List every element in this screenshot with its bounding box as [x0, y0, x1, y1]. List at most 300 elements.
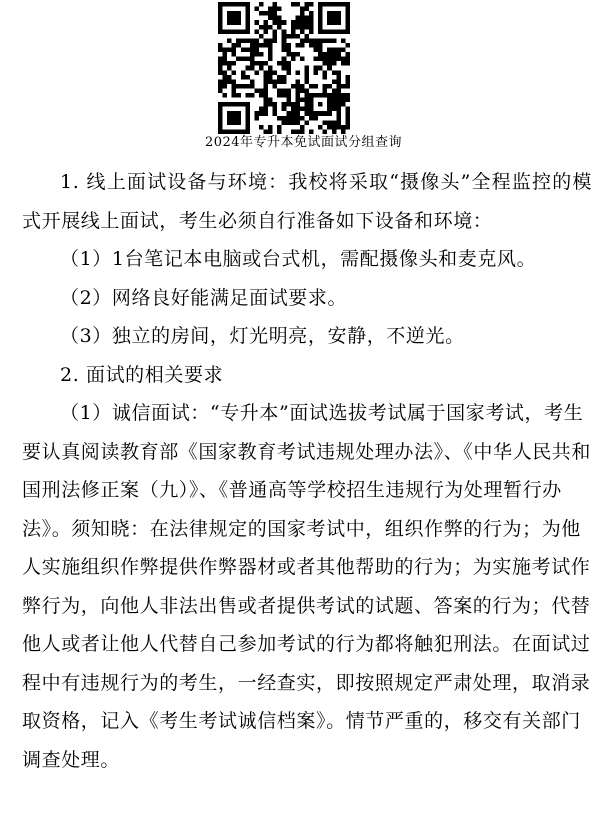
qr-module [223, 2, 228, 7]
qr-module [268, 16, 273, 21]
qr-module [273, 20, 278, 25]
qr-module [264, 20, 269, 25]
qr-module [282, 34, 287, 39]
qr-module [268, 11, 273, 16]
qr-module [304, 98, 309, 103]
qr-module [345, 84, 350, 89]
qr-module [245, 84, 250, 89]
qr-module [223, 48, 228, 53]
qr-module [218, 120, 223, 125]
qr-module [259, 2, 264, 7]
qr-module [345, 16, 350, 21]
qr-module [245, 120, 250, 125]
qr-module [218, 125, 223, 130]
qr-module [291, 29, 296, 34]
qr-module [268, 75, 273, 80]
qr-module [309, 84, 314, 89]
qr-module [241, 29, 246, 34]
qr-module [264, 88, 269, 93]
qr-module [232, 52, 237, 57]
qr-module [268, 66, 273, 71]
qr-module [345, 98, 350, 103]
qr-module [254, 88, 259, 93]
qr-module [336, 48, 341, 53]
qr-module [341, 29, 346, 34]
qr-module [304, 20, 309, 25]
qr-module [309, 98, 314, 103]
qr-module [218, 11, 223, 16]
qr-module [236, 16, 241, 21]
qr-module [336, 57, 341, 62]
qr-module [277, 129, 282, 134]
qr-module [286, 70, 291, 75]
qr-module [318, 7, 323, 12]
qr-module [291, 129, 296, 134]
qr-module [218, 61, 223, 66]
qr-module [300, 116, 305, 121]
qr-module [259, 61, 264, 66]
qr-module [268, 129, 273, 134]
qr-module [268, 98, 273, 103]
qr-module [327, 61, 332, 66]
section-1-paragraph: 1. 线上面试设备与环境：我校将采取“摄像头”全程监控的模式开展线上面试，考生必须自行准备如下设备和环境： [22, 171, 592, 232]
qr-module [336, 11, 341, 16]
qr-module [345, 52, 350, 57]
qr-module [282, 102, 287, 107]
qr-module [318, 20, 323, 25]
qr-module [309, 107, 314, 112]
qr-module [241, 84, 246, 89]
qr-module [232, 20, 237, 25]
qr-module [254, 61, 259, 66]
qr-module [277, 25, 282, 30]
qr-module [309, 2, 314, 7]
qr-module [304, 34, 309, 39]
qr-module [332, 125, 337, 130]
qr-module [332, 129, 337, 134]
qr-module [323, 88, 328, 93]
qr-module [336, 2, 341, 7]
qr-module [318, 48, 323, 53]
qr-module [264, 25, 269, 30]
qr-module [341, 129, 346, 134]
qr-module [245, 129, 250, 134]
qr-module [304, 70, 309, 75]
qr-module [291, 25, 296, 30]
qr-module [277, 16, 282, 21]
qr-module [327, 107, 332, 112]
qr-caption: 2024年专升本免试面试分组查询 [204, 135, 403, 150]
qr-module [327, 29, 332, 34]
qr-module [304, 2, 309, 7]
qr-module [273, 38, 278, 43]
qr-module [323, 38, 328, 43]
qr-module [286, 88, 291, 93]
qr-module [282, 116, 287, 121]
qr-module [345, 20, 350, 25]
qr-module [227, 129, 232, 134]
qr-module [336, 52, 341, 57]
qr-module [332, 93, 337, 98]
qr-module [336, 93, 341, 98]
qr-module [218, 129, 223, 134]
qr-module [227, 66, 232, 71]
qr-module [309, 25, 314, 30]
qr-module [291, 111, 296, 116]
qr-module [282, 38, 287, 43]
qr-module [309, 116, 314, 121]
qr-code-icon [218, 2, 350, 134]
qr-module [332, 88, 337, 93]
qr-module [254, 7, 259, 12]
section-1-item-1: （1）1台笔记本电脑或台式机，需配摄像头和麦克风。 [60, 248, 537, 270]
qr-module [254, 38, 259, 43]
qr-module [286, 111, 291, 116]
qr-module [227, 2, 232, 7]
qr-module [345, 116, 350, 121]
qr-module [232, 129, 237, 134]
qr-module [300, 125, 305, 130]
qr-module [232, 111, 237, 116]
qr-module [223, 84, 228, 89]
qr-module [336, 88, 341, 93]
qr-module [318, 29, 323, 34]
qr-module [259, 34, 264, 39]
qr-module [232, 79, 237, 84]
section-2-item-1: （1）诚信面试：“专升本”面试选拔考试属于国家考试，考生要认真阅读教育部《国家教育考试违规处理办法》、《中华人民共和国刑法修正案（九）》、《普通高等学校招生违规行为处理暂行办法》。须知晓：在法律规定的国家考试中，组织作弊的行为；为他人实施组织作弊提供作弊器材或者其他帮助的行为；为实施考试作弊行为，向他人非法出售或者提供考试的试题、答案的行为；代替他人或者让他人代替自己参加考试的行为都将触犯刑法。在面试过程中有违规行为的考生，一经查实，即按照规定严肃处理，取消录取资格，记入《考生考试诚信档案》。情节严重的，移交有关部门调查处理。 [22, 402, 592, 771]
qr-module [259, 25, 264, 30]
qr-module [268, 48, 273, 53]
qr-module [232, 29, 237, 34]
qr-module [277, 61, 282, 66]
qr-module [300, 20, 305, 25]
qr-module [245, 16, 250, 21]
qr-module [277, 93, 282, 98]
qr-module [300, 25, 305, 30]
qr-module [286, 48, 291, 53]
qr-module [336, 116, 341, 121]
qr-module [218, 29, 223, 34]
qr-module [318, 16, 323, 21]
qr-module [314, 84, 319, 89]
qr-module [241, 38, 246, 43]
section-2-heading: 2. 面试的相关要求 [60, 363, 224, 386]
qr-module [250, 48, 255, 53]
qr-module [264, 84, 269, 89]
qr-module [304, 7, 309, 12]
qr-module [323, 75, 328, 80]
qr-module [327, 52, 332, 57]
qr-module [295, 98, 300, 103]
qr-module [345, 107, 350, 112]
qr-module [327, 66, 332, 71]
qr-module [300, 43, 305, 48]
qr-module [323, 29, 328, 34]
qr-module [345, 120, 350, 125]
qr-module [268, 25, 273, 30]
qr-module [273, 84, 278, 89]
qr-module [264, 43, 269, 48]
qr-module [259, 88, 264, 93]
qr-module [282, 88, 287, 93]
qr-module [218, 84, 223, 89]
qr-module [232, 88, 237, 93]
qr-module [245, 38, 250, 43]
qr-module [236, 84, 241, 89]
qr-module [318, 102, 323, 107]
qr-module [241, 2, 246, 7]
qr-module [332, 52, 337, 57]
qr-module [300, 7, 305, 12]
qr-module [336, 125, 341, 130]
qr-module [336, 20, 341, 25]
qr-module [309, 29, 314, 34]
qr-module [314, 116, 319, 121]
qr-module [227, 38, 232, 43]
qr-module [295, 20, 300, 25]
qr-module [304, 79, 309, 84]
qr-module [309, 102, 314, 107]
qr-module [236, 93, 241, 98]
qr-module [232, 84, 237, 89]
qr-module [245, 75, 250, 80]
qr-module [236, 11, 241, 16]
qr-module [318, 25, 323, 30]
qr-module [259, 125, 264, 130]
qr-module [223, 52, 228, 57]
qr-module [254, 43, 259, 48]
qr-module [309, 20, 314, 25]
qr-module [291, 107, 296, 112]
qr-module [268, 38, 273, 43]
qr-module [314, 66, 319, 71]
qr-module [264, 11, 269, 16]
qr-module [314, 93, 319, 98]
qr-module [250, 66, 255, 71]
qr-module [323, 2, 328, 7]
qr-module [345, 75, 350, 80]
qr-module [282, 43, 287, 48]
qr-module [236, 129, 241, 134]
qr-module [323, 52, 328, 57]
qr-module [218, 20, 223, 25]
qr-module [336, 84, 341, 89]
qr-module [318, 38, 323, 43]
qr-module [304, 16, 309, 21]
qr-module [304, 66, 309, 71]
qr-module [245, 7, 250, 12]
qr-module [236, 120, 241, 125]
qr-module [304, 93, 309, 98]
qr-module [273, 11, 278, 16]
qr-module [277, 7, 282, 12]
qr-module [264, 75, 269, 80]
qr-module [309, 38, 314, 43]
qr-module [341, 2, 346, 7]
qr-module [245, 25, 250, 30]
qr-module [295, 2, 300, 7]
qr-module [218, 2, 223, 7]
qr-module [295, 34, 300, 39]
qr-module [232, 116, 237, 121]
qr-module [245, 29, 250, 34]
qr-module [286, 34, 291, 39]
qr-module [341, 98, 346, 103]
qr-module [332, 79, 337, 84]
qr-module [300, 84, 305, 89]
qr-module [218, 102, 223, 107]
qr-module [250, 52, 255, 57]
qr-module [282, 20, 287, 25]
qr-module [268, 79, 273, 84]
qr-module [236, 116, 241, 121]
qr-module [345, 7, 350, 12]
qr-module [245, 20, 250, 25]
qr-module [273, 70, 278, 75]
qr-module [236, 102, 241, 107]
qr-module [345, 93, 350, 98]
qr-module [327, 102, 332, 107]
qr-module [341, 84, 346, 89]
qr-module [318, 11, 323, 16]
qr-module [245, 57, 250, 62]
qr-module [236, 2, 241, 7]
qr-module [277, 20, 282, 25]
qr-module [277, 88, 282, 93]
document-body [22, 163, 592, 779]
qr-module [314, 38, 319, 43]
qr-module [268, 125, 273, 130]
qr-module [327, 38, 332, 43]
qr-module [227, 102, 232, 107]
qr-module [282, 79, 287, 84]
qr-module [318, 125, 323, 130]
qr-module [345, 61, 350, 66]
qr-module [327, 111, 332, 116]
qr-module [286, 93, 291, 98]
qr-module [295, 116, 300, 121]
qr-module [277, 116, 282, 121]
qr-module [327, 16, 332, 21]
qr-module [250, 57, 255, 62]
qr-module [232, 11, 237, 16]
section-1-item-2: （2）网络良好能满足面试要求。 [60, 286, 348, 309]
qr-module [318, 57, 323, 62]
qr-module [223, 93, 228, 98]
qr-module [300, 29, 305, 34]
qr-module [218, 88, 223, 93]
qr-module [332, 29, 337, 34]
qr-module [332, 107, 337, 112]
qr-module [232, 102, 237, 107]
qr-module [304, 120, 309, 125]
qr-module [218, 70, 223, 75]
qr-module [300, 88, 305, 93]
qr-module [300, 107, 305, 112]
qr-module [282, 107, 287, 112]
qr-module [245, 107, 250, 112]
qr-module [282, 57, 287, 62]
qr-module [304, 107, 309, 112]
qr-module [264, 29, 269, 34]
qr-module [245, 11, 250, 16]
qr-module [336, 29, 341, 34]
qr-module [345, 2, 350, 7]
qr-module [223, 29, 228, 34]
qr-module [254, 20, 259, 25]
qr-module [295, 102, 300, 107]
qr-module [327, 57, 332, 62]
qr-module [304, 102, 309, 107]
qr-module [323, 84, 328, 89]
qr-module [277, 125, 282, 130]
qr-module [332, 11, 337, 16]
qr-module [232, 93, 237, 98]
qr-module [273, 16, 278, 21]
qr-module [309, 93, 314, 98]
qr-module [295, 84, 300, 89]
qr-module [341, 93, 346, 98]
qr-module [218, 48, 223, 53]
qr-module [245, 125, 250, 130]
qr-module [286, 116, 291, 121]
qr-module [282, 29, 287, 34]
qr-module [218, 107, 223, 112]
qr-module [291, 52, 296, 57]
qr-module [245, 48, 250, 53]
qr-module [295, 25, 300, 30]
qr-module [332, 38, 337, 43]
qr-module [241, 57, 246, 62]
qr-module [218, 25, 223, 30]
qr-module [345, 43, 350, 48]
qr-module [314, 111, 319, 116]
qr-module [300, 98, 305, 103]
qr-module [336, 102, 341, 107]
qr-module [264, 79, 269, 84]
qr-module [295, 70, 300, 75]
qr-module [273, 29, 278, 34]
qr-module [254, 48, 259, 53]
qr-module [236, 111, 241, 116]
qr-module [309, 129, 314, 134]
qr-module [232, 2, 237, 7]
qr-module [295, 16, 300, 21]
qr-module [236, 38, 241, 43]
qr-module [223, 102, 228, 107]
qr-module [218, 116, 223, 121]
qr-module [264, 70, 269, 75]
qr-module [218, 111, 223, 116]
qr-module [309, 43, 314, 48]
qr-module [282, 66, 287, 71]
qr-module [314, 43, 319, 48]
qr-module [250, 84, 255, 89]
qr-module [223, 79, 228, 84]
qr-module [318, 111, 323, 116]
qr-module [227, 120, 232, 125]
qr-module [323, 120, 328, 125]
qr-module [282, 75, 287, 80]
qr-module [327, 125, 332, 130]
qr-module [345, 25, 350, 30]
qr-module [295, 52, 300, 57]
qr-module [286, 52, 291, 57]
qr-module [327, 2, 332, 7]
qr-module [291, 116, 296, 121]
qr-module [332, 102, 337, 107]
qr-module [245, 116, 250, 121]
